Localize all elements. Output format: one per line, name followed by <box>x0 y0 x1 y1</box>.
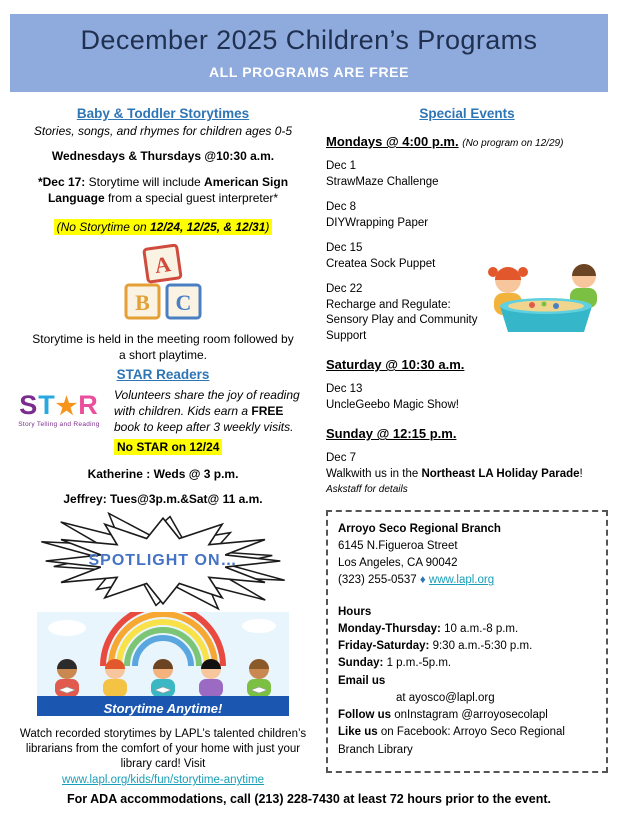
no-storytime-pre: (No Storytime on <box>56 220 150 235</box>
storytimes-tagline: Stories, songs, and rhymes for children ages 0-5 <box>33 124 293 138</box>
sunday-heading <box>326 426 608 441</box>
star-letter-r: R <box>78 390 99 421</box>
storytime-anytime-description: Watch recorded storytimes by LAPL’s talented children’s librarians from the comfort of your home with just your library card! Visit <box>19 727 307 771</box>
event-title: DIYWrapping Paper <box>326 216 429 229</box>
sunday-heading-text: Sunday @ 12:15 p.m. <box>326 426 457 442</box>
like-value: on Facebook: Arroyo Seco Regional Branch Library <box>338 726 565 756</box>
branch-street: 6145 N.Figueroa Street <box>338 539 458 552</box>
spotlight-label: SPOTLIGHT ON… <box>88 551 238 569</box>
hours-fri-sat <box>338 638 596 655</box>
storytime-anytime-image <box>37 612 289 721</box>
star-desc-pre: Volunteers share the joy of reading with children. Kids earn a <box>114 388 300 418</box>
event-date: Dec 15 <box>326 242 363 255</box>
event-title: Recharge and Regulate: Sensory Play and Community Support <box>326 298 478 342</box>
dec17-note <box>12 175 314 206</box>
storytime-anytime-link[interactable]: www.lapl.org/kids/fun/storytime-anytime <box>62 774 264 787</box>
event-date: Dec 13 <box>326 383 363 396</box>
like-line <box>338 724 596 759</box>
branch-city: Los Angeles, CA 90042 <box>338 557 458 570</box>
abc-blocks-image <box>12 244 314 327</box>
lapl-website-link[interactable]: www.lapl.org <box>428 574 495 587</box>
block-letter-b: B <box>135 290 150 316</box>
star-readers-section <box>12 388 314 455</box>
event-title: StrawMaze Challenge <box>326 175 439 188</box>
hours-mon-thu <box>338 621 596 638</box>
star-icon: ★ <box>55 393 79 421</box>
header-subtitle: ALL PROGRAMS ARE FREE <box>208 64 410 80</box>
hours-label-text: Sunday: <box>338 657 384 670</box>
dec17-end: from a special guest interpreter* <box>104 190 279 205</box>
hours-value-text: 1 p.m.-5p.m. <box>383 657 452 670</box>
star-desc-post: book to keep after 3 weekly visits. <box>114 419 294 434</box>
no-star-wrap <box>114 440 312 456</box>
saturday-heading <box>326 357 608 372</box>
page-title: December 2025 Children’s Programs <box>80 25 538 55</box>
left-column <box>12 102 314 786</box>
event-date: Dec 1 <box>326 160 357 172</box>
hours-label: Hours <box>338 605 372 618</box>
follow-value: onInstagram @arroyosecolapl <box>391 709 548 722</box>
hours-label-text: Monday-Thursday: <box>338 622 441 635</box>
sensory-play-svg <box>476 250 616 338</box>
block-letter-c: C <box>175 290 192 316</box>
branch-name: Arroyo Seco Regional Branch <box>338 522 501 535</box>
event-dec1 <box>326 159 608 190</box>
hours-sun <box>338 655 596 672</box>
ada-footer: For ADA accommodations, call (213) 228-7430 at least 72 hours prior to the event. <box>0 789 618 809</box>
dec7-parade: Northeast LA Holiday Parade <box>421 467 580 480</box>
follow-line <box>338 707 596 724</box>
star-logo-caption: Story Telling and Reading <box>18 421 100 429</box>
dec17-date: *Dec 17: <box>37 175 86 189</box>
storytimes-heading: Baby & Toddler Storytimes <box>76 106 250 121</box>
follow-label: Follow us <box>338 709 392 722</box>
abc-blocks-svg <box>117 244 209 322</box>
content-columns <box>0 92 618 786</box>
right-column <box>326 102 608 773</box>
event-title: UncleGeebo Magic Show! <box>326 398 459 411</box>
star-logo-word <box>12 392 106 419</box>
branch-phone: (323) 255-0537 <box>338 574 420 587</box>
like-label: Like us <box>338 726 378 739</box>
no-storytime-wrap <box>12 218 314 236</box>
event-date: Dec 22 <box>326 283 363 296</box>
event-date: Dec 7 <box>326 452 357 465</box>
spotlight-burst <box>39 510 287 612</box>
no-storytime-post: ) <box>265 220 270 235</box>
hours-value-text: 9:30 a.m.-5:30 p.m. <box>429 640 533 653</box>
special-events-heading: Special Events <box>419 106 515 121</box>
star-letter-t: T <box>38 390 56 421</box>
event-dec13 <box>326 382 608 413</box>
no-storytime-notice <box>54 219 273 235</box>
dec7-pre: Walkwith us in the <box>326 467 422 480</box>
storytime-anytime-caption: Storytime Anytime! <box>103 700 223 716</box>
email-label: Email us <box>338 674 386 687</box>
header-banner <box>10 14 608 92</box>
mondays-heading-text: Mondays @ 4:00 p.m. <box>326 134 459 149</box>
star-readers-heading: STAR Readers <box>116 367 210 383</box>
storytimes-schedule: Wednesdays & Thursdays @10:30 a.m. <box>51 149 275 163</box>
star-logo <box>12 388 106 428</box>
event-dec7 <box>326 451 608 498</box>
jeffrey-schedule: Jeffrey: Tues@3p.m.&Sat@ 11 a.m. <box>63 491 263 506</box>
hours-value-text: 10 a.m.-8 p.m. <box>440 622 519 635</box>
star-desc-free: FREE <box>251 403 284 418</box>
event-date: Dec 8 <box>326 201 357 214</box>
dec17-mid: Storytime will include <box>85 175 205 189</box>
dec17-asl: American Sign Language <box>47 175 289 205</box>
branch-info-box <box>326 510 608 773</box>
email-address: at ayosco@lapl.org <box>396 691 495 704</box>
mondays-heading <box>326 134 608 149</box>
branch-phone-line <box>338 572 596 589</box>
no-star-notice: No STAR on 12/24 <box>114 439 222 455</box>
block-letter-a: A <box>152 251 173 279</box>
mondays-note: (No program on 12/29) <box>462 138 564 149</box>
spacer <box>338 590 596 604</box>
star-description <box>114 388 312 455</box>
event-title <box>326 467 608 498</box>
dec7-askstaff: Askstaff for details <box>326 484 408 496</box>
sensory-play-image <box>476 250 616 338</box>
katherine-schedule: Katherine : Weds @ 3 p.m. <box>87 466 239 481</box>
star-letter-s: S <box>19 390 39 421</box>
event-dec8 <box>326 200 608 231</box>
event-title: Createa Sock Puppet <box>326 257 436 270</box>
saturday-heading-text: Saturday @ 10:30 a.m. <box>326 357 465 373</box>
dec7-post: ! <box>579 467 583 480</box>
meeting-room-note: Storytime is held in the meeting room followed by a short playtime. <box>32 332 294 362</box>
hours-label-text: Friday-Saturday: <box>338 640 430 653</box>
no-storytime-dates: 12/24, 12/25, & 12/31 <box>149 220 266 235</box>
diamond-icon: ♦ <box>419 574 426 587</box>
